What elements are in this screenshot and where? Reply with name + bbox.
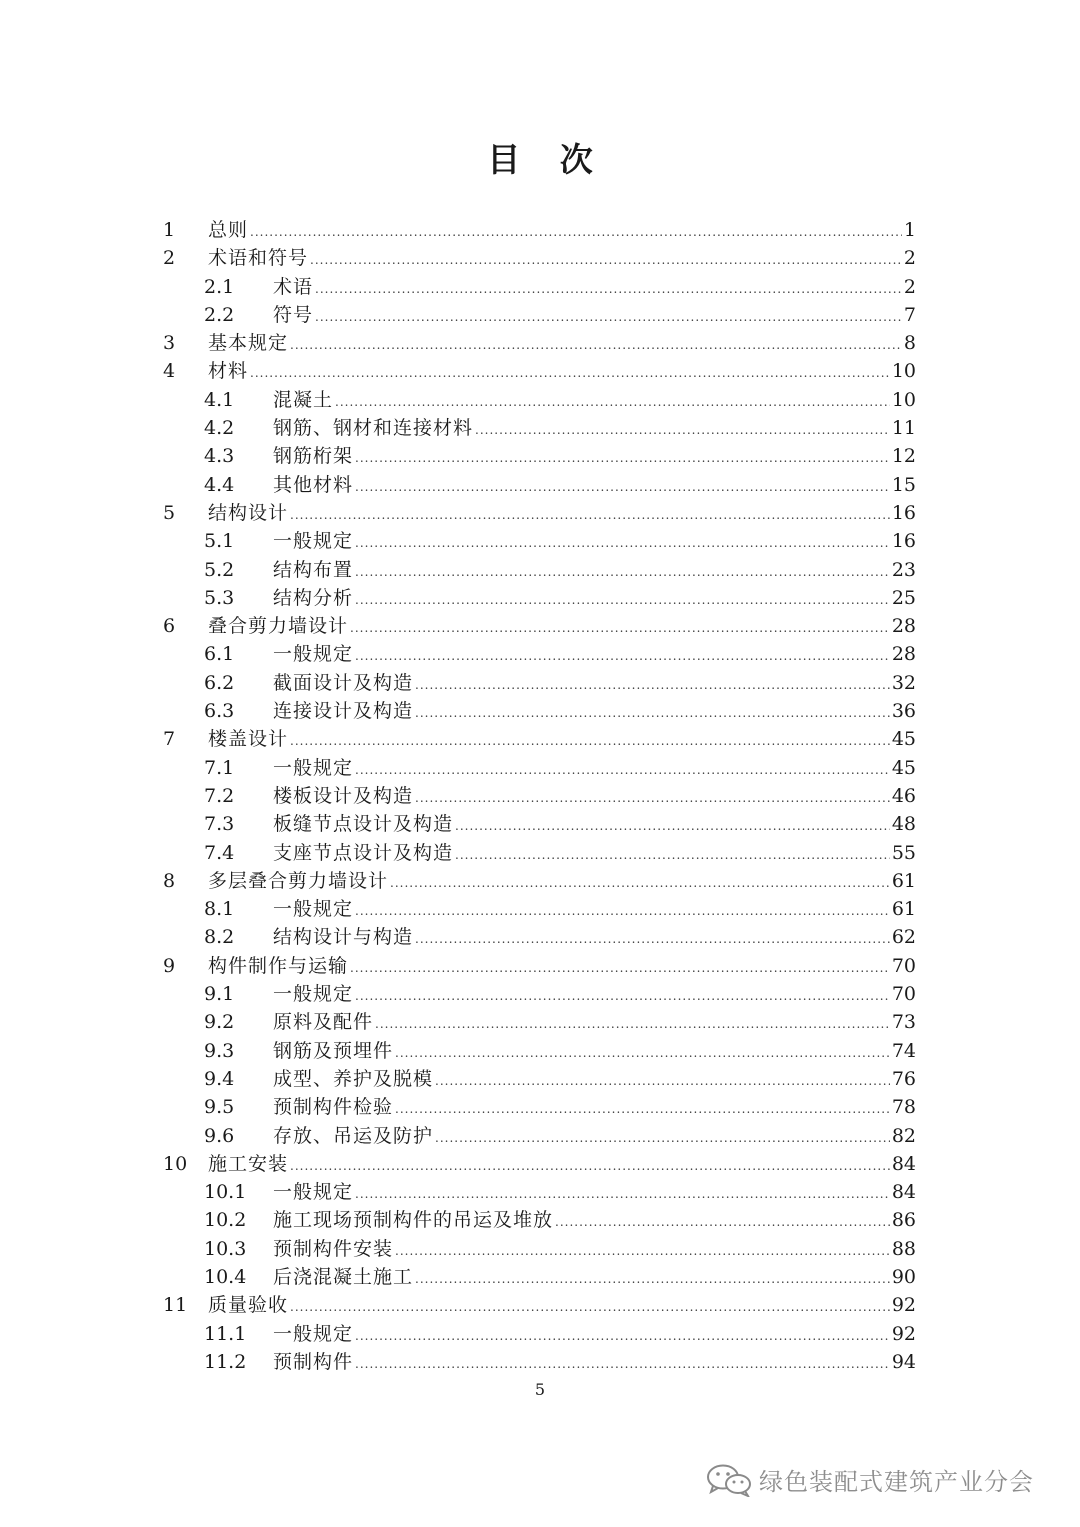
dot-leader xyxy=(250,359,890,387)
toc-section-row xyxy=(163,697,916,725)
toc-entry-page: 61 xyxy=(891,869,916,892)
toc-section-row xyxy=(163,414,916,442)
toc-section-row xyxy=(163,782,916,810)
toc-entry-title: 术语 xyxy=(273,275,314,298)
toc-entry-title: 支座节点设计及构造 xyxy=(273,841,454,864)
toc-entry-number: 4.1 xyxy=(204,388,235,411)
toc-section-row xyxy=(163,895,916,923)
dot-leader xyxy=(290,727,890,755)
toc-entry-number: 6.1 xyxy=(204,643,235,666)
toc-entry-page: 86 xyxy=(891,1209,916,1232)
toc-entry-page: 2 xyxy=(903,247,916,270)
toc-entry-page: 74 xyxy=(891,1039,916,1062)
dot-leader xyxy=(350,954,890,982)
toc-entry-page: 36 xyxy=(891,700,916,723)
toc-entry-title: 结构分析 xyxy=(273,586,354,609)
dot-leader xyxy=(415,1265,890,1293)
toc-entry-number: 9 xyxy=(163,954,176,977)
dot-leader xyxy=(355,529,890,557)
toc-entry-number: 2.1 xyxy=(204,275,235,298)
toc-entry-title: 后浇混凝土施工 xyxy=(273,1265,414,1288)
toc-entry-page: 78 xyxy=(891,1096,916,1119)
toc-entry-title: 一般规定 xyxy=(273,530,354,553)
toc-entry-number: 11 xyxy=(163,1294,188,1317)
dot-leader xyxy=(415,671,890,699)
toc-entry-page: 10 xyxy=(891,360,916,383)
toc-entry-title: 构件制作与运输 xyxy=(208,954,349,977)
toc-section-row xyxy=(163,980,916,1008)
toc-entry-title: 钢筋及预埋件 xyxy=(273,1039,394,1062)
toc-section-row xyxy=(163,1122,916,1150)
dot-leader xyxy=(415,925,890,953)
toc-section-row xyxy=(163,1065,916,1093)
toc-entry-title: 材料 xyxy=(208,360,249,383)
toc-entry-title: 楼盖设计 xyxy=(208,728,289,751)
dot-leader xyxy=(395,1039,890,1067)
toc-entry-page: 10 xyxy=(891,388,916,411)
toc-section-row xyxy=(163,1037,916,1065)
toc-entry-title: 预制构件安装 xyxy=(273,1237,394,1260)
toc-chapter-row xyxy=(163,216,916,244)
dot-leader xyxy=(435,1124,890,1152)
toc-entry-page: 61 xyxy=(891,898,916,921)
toc-entry-number: 1 xyxy=(163,219,176,241)
toc-entry-page: 12 xyxy=(891,445,916,468)
toc-entry-title: 原料及配件 xyxy=(273,1011,374,1034)
dot-leader xyxy=(355,586,890,614)
toc-entry-title: 施工现场预制构件的吊运及堆放 xyxy=(273,1209,554,1232)
toc-entry-page: 92 xyxy=(891,1294,916,1317)
toc-chapter-row xyxy=(163,612,916,640)
toc-entry-title: 楼板设计及构造 xyxy=(273,784,414,807)
toc-entry-number: 7.3 xyxy=(204,813,235,836)
dot-leader xyxy=(455,812,890,840)
toc-entry-title: 连接设计及构造 xyxy=(273,700,414,723)
toc-chapter-row xyxy=(163,725,916,753)
toc-entry-title: 结构布置 xyxy=(273,558,354,581)
toc-section-row xyxy=(163,301,916,329)
toc-entry-page: 16 xyxy=(891,501,916,524)
dot-leader xyxy=(475,416,890,444)
toc-chapter-row xyxy=(163,1291,916,1319)
toc-entry-number: 9.6 xyxy=(204,1124,235,1147)
toc-section-row xyxy=(163,584,916,612)
toc-entry-page: 82 xyxy=(891,1124,916,1147)
toc-entry-number: 9.5 xyxy=(204,1096,235,1119)
dot-leader xyxy=(355,897,890,925)
dot-leader xyxy=(290,501,890,529)
toc-entry-page: 70 xyxy=(891,954,916,977)
toc-entry-title: 其他材料 xyxy=(273,473,354,496)
toc-entry-number: 11.2 xyxy=(204,1350,247,1373)
toc-section-row xyxy=(163,1348,916,1376)
toc-entry-page: 7 xyxy=(903,303,916,326)
toc-entry-number: 5.1 xyxy=(204,530,235,553)
toc-entry-number: 10 xyxy=(163,1152,188,1175)
toc-entry-title: 结构设计 xyxy=(208,501,289,524)
dot-leader xyxy=(415,784,890,812)
dot-leader xyxy=(310,246,902,274)
toc-chapter-row xyxy=(163,329,916,357)
dot-leader xyxy=(355,756,890,784)
toc-entry-title: 总则 xyxy=(208,219,249,241)
toc-section-row xyxy=(163,1206,916,1234)
toc-section-row xyxy=(163,669,916,697)
toc-entry-number: 6.2 xyxy=(204,671,235,694)
toc-entry-title: 符号 xyxy=(273,303,314,326)
toc-section-row xyxy=(163,527,916,555)
toc-entry-page: 92 xyxy=(891,1322,916,1345)
toc-section-row xyxy=(163,1008,916,1036)
toc-section-row xyxy=(163,442,916,470)
dot-leader xyxy=(290,331,902,359)
toc-entry-title: 一般规定 xyxy=(273,756,354,779)
toc-chapter-row xyxy=(163,952,916,980)
toc-entry-title: 一般规定 xyxy=(273,898,354,921)
toc-entry-number: 9.4 xyxy=(204,1067,235,1090)
toc-section-row xyxy=(163,1263,916,1291)
toc-entry-title: 预制构件 xyxy=(273,1350,354,1373)
toc-entry-page: 28 xyxy=(891,615,916,638)
toc-entry-number: 9.3 xyxy=(204,1039,235,1062)
dot-leader xyxy=(355,1350,890,1378)
toc-entry-number: 10.2 xyxy=(204,1209,247,1232)
dot-leader xyxy=(355,473,890,501)
toc-entry-title: 一般规定 xyxy=(273,983,354,1006)
toc-entry-title: 质量验收 xyxy=(208,1294,289,1317)
toc-entry-number: 4.3 xyxy=(204,445,235,468)
toc-entry-number: 9.2 xyxy=(204,1011,235,1034)
toc-entry-page: 76 xyxy=(891,1067,916,1090)
toc-entry-page: 84 xyxy=(891,1152,916,1175)
toc-entry-page: 70 xyxy=(891,983,916,1006)
toc-entry-page: 25 xyxy=(891,586,916,609)
toc-entry-number: 4.4 xyxy=(204,473,235,496)
toc-section-row xyxy=(163,1178,916,1206)
dot-leader xyxy=(355,1322,890,1350)
toc-entry-page: 73 xyxy=(891,1011,916,1034)
toc-entry-page: 94 xyxy=(891,1350,916,1373)
toc-entry-number: 3 xyxy=(163,332,176,355)
dot-leader xyxy=(355,1180,890,1208)
toc-section-row xyxy=(163,1093,916,1121)
dot-leader xyxy=(335,388,890,416)
toc-entry-page: 45 xyxy=(891,728,916,751)
toc-entry-page: 48 xyxy=(891,813,916,836)
dot-leader xyxy=(375,1010,890,1038)
dot-leader xyxy=(455,841,890,869)
toc-entry-title: 钢筋、钢材和连接材料 xyxy=(273,417,474,440)
toc-entry-page: 28 xyxy=(891,643,916,666)
toc-chapter-row xyxy=(163,499,916,527)
toc-section-row xyxy=(163,640,916,668)
toc-entry-number: 10.4 xyxy=(204,1265,247,1288)
toc-entry-number: 5 xyxy=(163,501,176,524)
dot-leader xyxy=(415,699,890,727)
toc-entry-page: 2 xyxy=(903,275,916,298)
toc-section-row xyxy=(163,1235,916,1263)
dot-leader xyxy=(290,1152,890,1180)
toc-section-row xyxy=(163,1320,916,1348)
dot-leader xyxy=(315,275,902,303)
toc-entry-page: 46 xyxy=(891,784,916,807)
dot-leader xyxy=(350,614,890,642)
toc-entry-number: 2 xyxy=(163,247,176,270)
toc-entry-number: 4.2 xyxy=(204,417,235,440)
toc-entry-number: 4 xyxy=(163,360,176,383)
toc-section-row xyxy=(163,386,916,414)
watermark xyxy=(705,1462,1034,1497)
toc-entry-number: 5.2 xyxy=(204,558,235,581)
toc-entry-page: 45 xyxy=(891,756,916,779)
dot-leader xyxy=(555,1208,890,1236)
wechat-icon xyxy=(705,1463,753,1497)
toc-entry-page: 8 xyxy=(903,332,916,355)
table-of-contents xyxy=(163,216,916,1376)
toc-section-row xyxy=(163,556,916,584)
toc-section-row xyxy=(163,810,916,838)
toc-entry-page: 16 xyxy=(891,530,916,553)
dot-leader xyxy=(250,218,902,246)
dot-leader xyxy=(290,1293,890,1321)
toc-entry-title: 成型、养护及脱模 xyxy=(273,1067,434,1090)
toc-entry-number: 8.2 xyxy=(204,926,235,949)
page-title: 目 次 xyxy=(487,140,607,179)
dot-leader xyxy=(390,869,890,897)
toc-chapter-row xyxy=(163,1150,916,1178)
toc-entry-title: 一般规定 xyxy=(273,1181,354,1204)
watermark-text: 绿色装配式建筑产业分会 xyxy=(759,1468,1034,1496)
toc-entry-page: 15 xyxy=(891,473,916,496)
toc-entry-title: 截面设计及构造 xyxy=(273,671,414,694)
toc-entry-title: 存放、吊运及防护 xyxy=(273,1124,434,1147)
toc-entry-number: 8.1 xyxy=(204,898,235,921)
toc-entry-number: 7.1 xyxy=(204,756,235,779)
toc-entry-number: 8 xyxy=(163,869,176,892)
toc-section-row xyxy=(163,471,916,499)
toc-chapter-row xyxy=(163,357,916,385)
toc-entry-number: 7 xyxy=(163,728,176,751)
dot-leader xyxy=(355,642,890,670)
dot-leader xyxy=(355,558,890,586)
toc-section-row xyxy=(163,273,916,301)
toc-entry-title: 预制构件检验 xyxy=(273,1096,394,1119)
dot-leader xyxy=(315,303,902,331)
toc-section-row xyxy=(163,839,916,867)
toc-entry-title: 板缝节点设计及构造 xyxy=(273,813,454,836)
toc-entry-page: 88 xyxy=(891,1237,916,1260)
toc-entry-number: 6 xyxy=(163,615,176,638)
toc-section-row xyxy=(163,923,916,951)
toc-chapter-row xyxy=(163,867,916,895)
toc-entry-number: 7.4 xyxy=(204,841,235,864)
dot-leader xyxy=(355,982,890,1010)
toc-entry-title: 混凝土 xyxy=(273,388,334,411)
toc-entry-number: 7.2 xyxy=(204,784,235,807)
toc-entry-title: 术语和符号 xyxy=(208,247,309,270)
toc-entry-number: 10.1 xyxy=(204,1181,247,1204)
toc-entry-page: 84 xyxy=(891,1181,916,1204)
toc-entry-title: 结构设计与构造 xyxy=(273,926,414,949)
page-number: 5 xyxy=(534,1380,546,1399)
toc-entry-page: 62 xyxy=(891,926,916,949)
toc-entry-number: 6.3 xyxy=(204,700,235,723)
dot-leader xyxy=(435,1067,890,1095)
toc-entry-title: 一般规定 xyxy=(273,1322,354,1345)
dot-leader xyxy=(395,1237,890,1265)
toc-entry-number: 9.1 xyxy=(204,983,235,1006)
toc-entry-page: 55 xyxy=(891,841,916,864)
toc-entry-page: 11 xyxy=(891,417,916,440)
toc-entry-page: 32 xyxy=(891,671,916,694)
toc-section-row xyxy=(163,754,916,782)
toc-entry-title: 施工安装 xyxy=(208,1152,289,1175)
toc-entry-number: 5.3 xyxy=(204,586,235,609)
toc-entry-number: 11.1 xyxy=(204,1322,247,1345)
toc-entry-title: 基本规定 xyxy=(208,332,289,355)
toc-entry-page: 1 xyxy=(903,219,916,241)
dot-leader xyxy=(395,1095,890,1123)
dot-leader xyxy=(355,444,890,472)
toc-chapter-row xyxy=(163,244,916,272)
toc-entry-page: 90 xyxy=(891,1265,916,1288)
toc-entry-title: 钢筋桁架 xyxy=(273,445,354,468)
toc-entry-number: 2.2 xyxy=(204,303,235,326)
toc-entry-title: 叠合剪力墙设计 xyxy=(208,615,349,638)
toc-entry-number: 10.3 xyxy=(204,1237,247,1260)
toc-entry-title: 多层叠合剪力墙设计 xyxy=(208,869,389,892)
toc-entry-page: 23 xyxy=(891,558,916,581)
toc-entry-title: 一般规定 xyxy=(273,643,354,666)
